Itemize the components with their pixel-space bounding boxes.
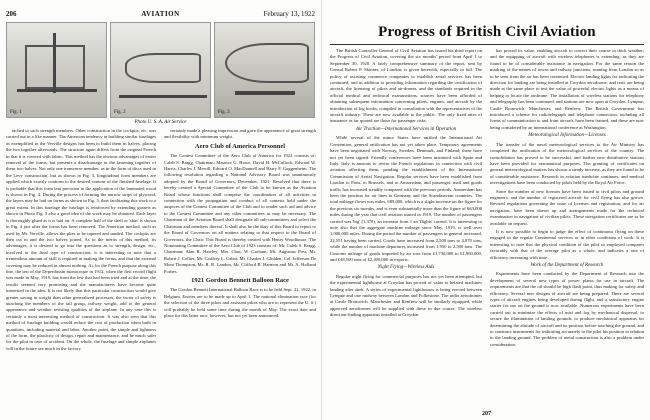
photo-fig-3	[214, 22, 315, 118]
gordon-bennett-text: The Gordon Bennett International Balloon Race is to be held Sept. 22, 1922, in Belgium. Entries are to be made up to April 1. The national elimination race (for the selection of the three pilots and assistant pilots who are to represent the U. S.) will probably be held some time during the month of May. The exact date and place for this latter race, however, has not yet been announced.	[164, 287, 316, 318]
research-text: Experiments have been conducted by the Department of Research into the development of several new types of power plants for use in aircraft. The requirements are that the oil should be high flash point, thus making for safety and efficiency. Several new designs of aircraft are being prepared. There are several types of aircraft engines being developed during flight, and a satisfactory engine starter for use on the ground is now available. Numerous experiments have been carried out to minimize the effects of mist and fog by mechanical dispersal, to secure the illumination of landing grounds, to produce mechanical apparatus for determining the altitude of aircraft and its position before touching the ground, and to construct instruments for indicating accurately to the pilot his position in relation to the landing ground. The problem of metal construction is also a problem under consideration.	[490, 271, 644, 347]
meteorological-text: The transfer of the naval meteorological services to the Air Ministry has completed the unification of the meteorological services of the country. The consolidation has proved to be successful, and further new distributive stations have been provided for aeronautical purposes. The granting of certificates on general meteorological matters has shown a steady increase, as they are found to be of considerable assistance. Research in aviation medicine continues, and medical investigations have been conducted by pilots held by the Royal Air Force.	[490, 141, 644, 186]
fuselage-article-ending: certainly made a pleasing impression and gave the appearance of great strength and flexibility with minimum weight.	[164, 128, 316, 140]
magazine-name: AVIATION	[141, 10, 180, 18]
left-running-header	[6, 8, 315, 20]
meteorological-heading: Meteorological Information—Licenses	[528, 133, 606, 139]
international-services-heading: Air Traction—International Services in Operation	[355, 126, 457, 132]
intro-text: The British Controller-General of Civil Aviation has issued his third report on the Progress of Civil Aviation, covering the six months' period from April 1 to September 30, 1920. A fairly comprehensive summary of the report, sent by Consul Robert P. Skinner, of London, is given herewith, especially in full. The policy of assisting commerce companies to establish aerial services has been continued; and in addition to providing information regarding the certification of aircraft, the licensing of pilots and air-drones, and the standards required in the official medical and technical examinations, sources have been afforded of obtaining subsequent information concerning pilots, engines, and aircraft by the introduction of log books, compiled in consultation with the representatives of the aircraft industry. These are now available to the public. The only fixed rates of insurance as far quoted are those for passenger risks.	[330, 48, 482, 124]
right-column-2	[490, 48, 644, 408]
aero-club-text: The Contest Committee of the Aero Club of America for 1922 consists of: Caleb S. Bragg, Chairman; Maurice G. Howe, David H. McCulloch, Edward W. Harris, Charles J. Merrill, Edward O. MacDonnell and Harry F. Guggenheim. The following resolution regarding a National Advisory Board was unanimously adopted by the Board of Governors, December, 1921: Resolved that there is hereby created a Special Committee of the Club to be known as the Aviation Board whose functions shall comprise the coordination of all activities in connection with the propagation and conduct of all contests held under the auspices of the Contest Committee of the Club and to render such aid and advice to the Contest Committee and any other committees as may be necessary. The Chairman of the Aviation Board shall designate all sub-committees and select the Chairman and members thereof. It shall also be the duty of this Board to report to the Board of Governors on all matters relating to that respect to the Board of Governors, the Chair. This Board is thereby created with Henry Woodhouse, The Nominating Committee of the Aero Club of 1923 consists of: Mr. Caleb S. Bragg, Chairman; Alan R. Hawley, Mrs. Chas. W. Gorham, Mr. Augustus Post, Mr. Robert J. Collier, Mr. Godfrey L. Cabot, Mr. Charles J. Glidden, Col. Jefferson De Mont Thompson, Mr. R. R. Landon, Mr. Clifford B. Harmon and Mr. A. Holland Forbes.	[164, 153, 316, 274]
fig-3-caption: Fig. 3	[218, 110, 230, 115]
night-flying-heading: Night Flying—Wireless Aids	[377, 265, 435, 271]
fuselage-photos	[6, 22, 315, 118]
left-column-2	[164, 128, 316, 414]
photo-credit: Photo U. S. A. Air Service	[134, 120, 187, 125]
fig-2-caption: Fig. 2	[114, 110, 126, 115]
photo-fig-2	[110, 22, 211, 118]
title-rule	[330, 44, 644, 45]
article-title: Progress of British Civil Aviation	[378, 24, 596, 40]
photo-fig-1	[6, 22, 107, 118]
research-heading: Work of the Department of Research	[530, 263, 604, 268]
issue-date: February 13, 1922	[263, 10, 315, 18]
left-page	[0, 0, 322, 420]
night-flying-text: Regular night flying for commercial purposes has not yet been attempted, but the experimental lighthouse at Croydon has proved of value to belated machines landing after dark. A series of experimental lighthouses is being erected between Lympne and one midway between London and Folkestone. The radio aerodromes at Castle Bromwich, Manchester and Renfrew will be similarly equipped, while approved aerodromes will be supplied with these in due course. The wireless direction-finding apparatus installed at Croydon	[330, 273, 482, 318]
right-column-1	[330, 48, 482, 408]
gordon-bennett-heading: 1921 Gordon Bennett Balloon Race	[191, 276, 289, 284]
page-number: 206	[6, 10, 17, 18]
licenses-text: Since the number of new licenses have been issued to civil pilots and ground engineers, and the number of registered aircraft for civil flying has also grown. Revised regulations governing the issue of licenses and registration, and for air navigation, have been drawn up and arrangements made for the technical examination in navigation of civilian pilots. These navigation certificates are to be available on request.	[490, 188, 644, 226]
fig-1-caption: Fig. 1	[10, 110, 22, 115]
international-services-text: While several of the minor States have ratified the International Air Convention, general ratification has not yet taken place. Temporary agreements have been negotiated with Norway, Sweden, Denmark, and Finland; these have not yet been signed. Friendly conferences have been instituted with Spain and Italy. Italy is anxious to revise the French regulations in connection with civil aviation affecting them, pending the establishment of the International Commission of Aerial Navigation. Regular services have been established from London to Paris, to Brussels, and to Amsterdam, and passenger, mail and goods traffic has increased steadily compared with the previous periods. Amsterdam has been the junction for air lines to Germany and the Scandinavian countries. The total mileage flown was miles, 689,000, which is a slight increase on the figure for the previous six months, and is even substantially more than the figure of 663,000 miles during the year that civil aviation started in 1919. The number of passengers carried was 'big' (1,370), an increase from 1 an 'flights' carried. It is interesting to note also that the aggregate machine mileage since May, 1919, is well over 1,000,000 miles. During the period the number of passengers in general increased, 22,551 having been carried. Goods have increased from 2,500 tons to 4,070 tons, while the number of machine departures increased from 1,950 to 2,500 tons. The Customs mileage of goods imported by air rose from £1,730,000 to £1,960,000, and £48,500 tons of £2,400,000 in exports.	[330, 135, 482, 262]
right-page	[324, 0, 650, 420]
left-column-1	[6, 128, 156, 414]
fuselage-article-text: tached to such strength members. Other construction in the cockpits, etc. was carried out in a like manner. The American tendency in building similar fuselages as exemplified in the Verville designs has been to build them in halves, placing the two together afterwards. The structure again differs from the original French in that it is covered with fabric. This method has the obvious advantages of easier removal of the forms, but presents a disadvantage in the fastening together of these two halves. Not only one transverse member, as in the form of discs used in the Levy construction, but as shown in Fig. 3, longitudinal form members are applied which exactly conform to the desired contour of the finished fuselage. It is probable that this form lent precision to the application of the laminated wood is shown in Fig. 4. During the process of forming the narrow strips of plywood, the layers may be laid on forms as shown in Fig. 3, thus facilitating this work to a great extent. In this fuselage the fuselage is reinforced by extending gussets as shown in Photo Fig. 3 also a good idea of the work may be obtained. Each layer is thoroughly glued as it is laid on. A complete half of the shell or 'skin' is shown in Fig. 4 just after the forms has been removed. The American method, such as used by Mr. Verville, allows the plies to be tapered and sanded. The cockpits are then cut in and the two halves joined. As to the merits of this method, its advantages, it is desired to go into the questions as to strength, design, etc., involved in the final type of construction, it is interesting to note that a tremendous amount of skill is required in making the forms, and that the external covering may be reduced in almost nothing. As for the French purpose along this line, the test of the Deperdussin monocoque in 1912, when the first record flight was made in May, 1919, has from the few that had been tried and at the time, the results seemed very promising and the manufacturers have become quite interested in the idea. It is not likely that this particular construction would give greater saving in weight than other generalized processes, the factor of safety is attaching the members of the tail group, railway weight, add to the general appearance and weather resisting qualities of the airplane. In any case this is certainly a most interesting method of construction. It was also seen that this method of fuselage building would reduce the cost of production when built in quantities, including material and labor. Another point, the simple and lightness of the form, the plasticity of design, repair and maintenance, and be much safer for the pilot in case of accident. On the whole, the fuselage and simple airplanes will in the future see much in the factory	[6, 128, 156, 351]
aero-club-heading: Aero Club of America Personnel	[194, 142, 286, 150]
right-page-number: 207	[482, 411, 491, 417]
wireless-text: has proved its value, enabling aircraft to correct their course in thick weather; and the equipping of aircraft with wireless telephones is extending, as they are found to be of considerable assistance in navigation. For the same reason the marking of the names of towns and railway junctions, running from London so as to be seen from the air has been continued. Electric landing lights for indicating the direction for landing are being installed at Croydon aerodrome, and tests are being made at the same place to test the value of powerful electric lights as a means of helping to locate the airdrome. The installation of wireless stations for telephony and telegraphy has been continued, and stations are now open at Croydon, Lympne, Castle Bromwich, Manchester, and Renfrew. The British Government has introduced a scheme for radiotelegraph and telephone connection, including all forms of communication to and from aircraft, have been framed, and these are now being considered by an international conference at Washington.	[490, 48, 644, 130]
pilot-condition-text: It is now possible to begin to judge the effect of continuous flying on these engaged in the regular Continental services or in other conditions of work. It is interesting to note that the physical condition of the pilot so employed compares favorably with that of the average pilot as a whole, and indicates a rate of efficiency increasing with time.	[490, 228, 644, 260]
